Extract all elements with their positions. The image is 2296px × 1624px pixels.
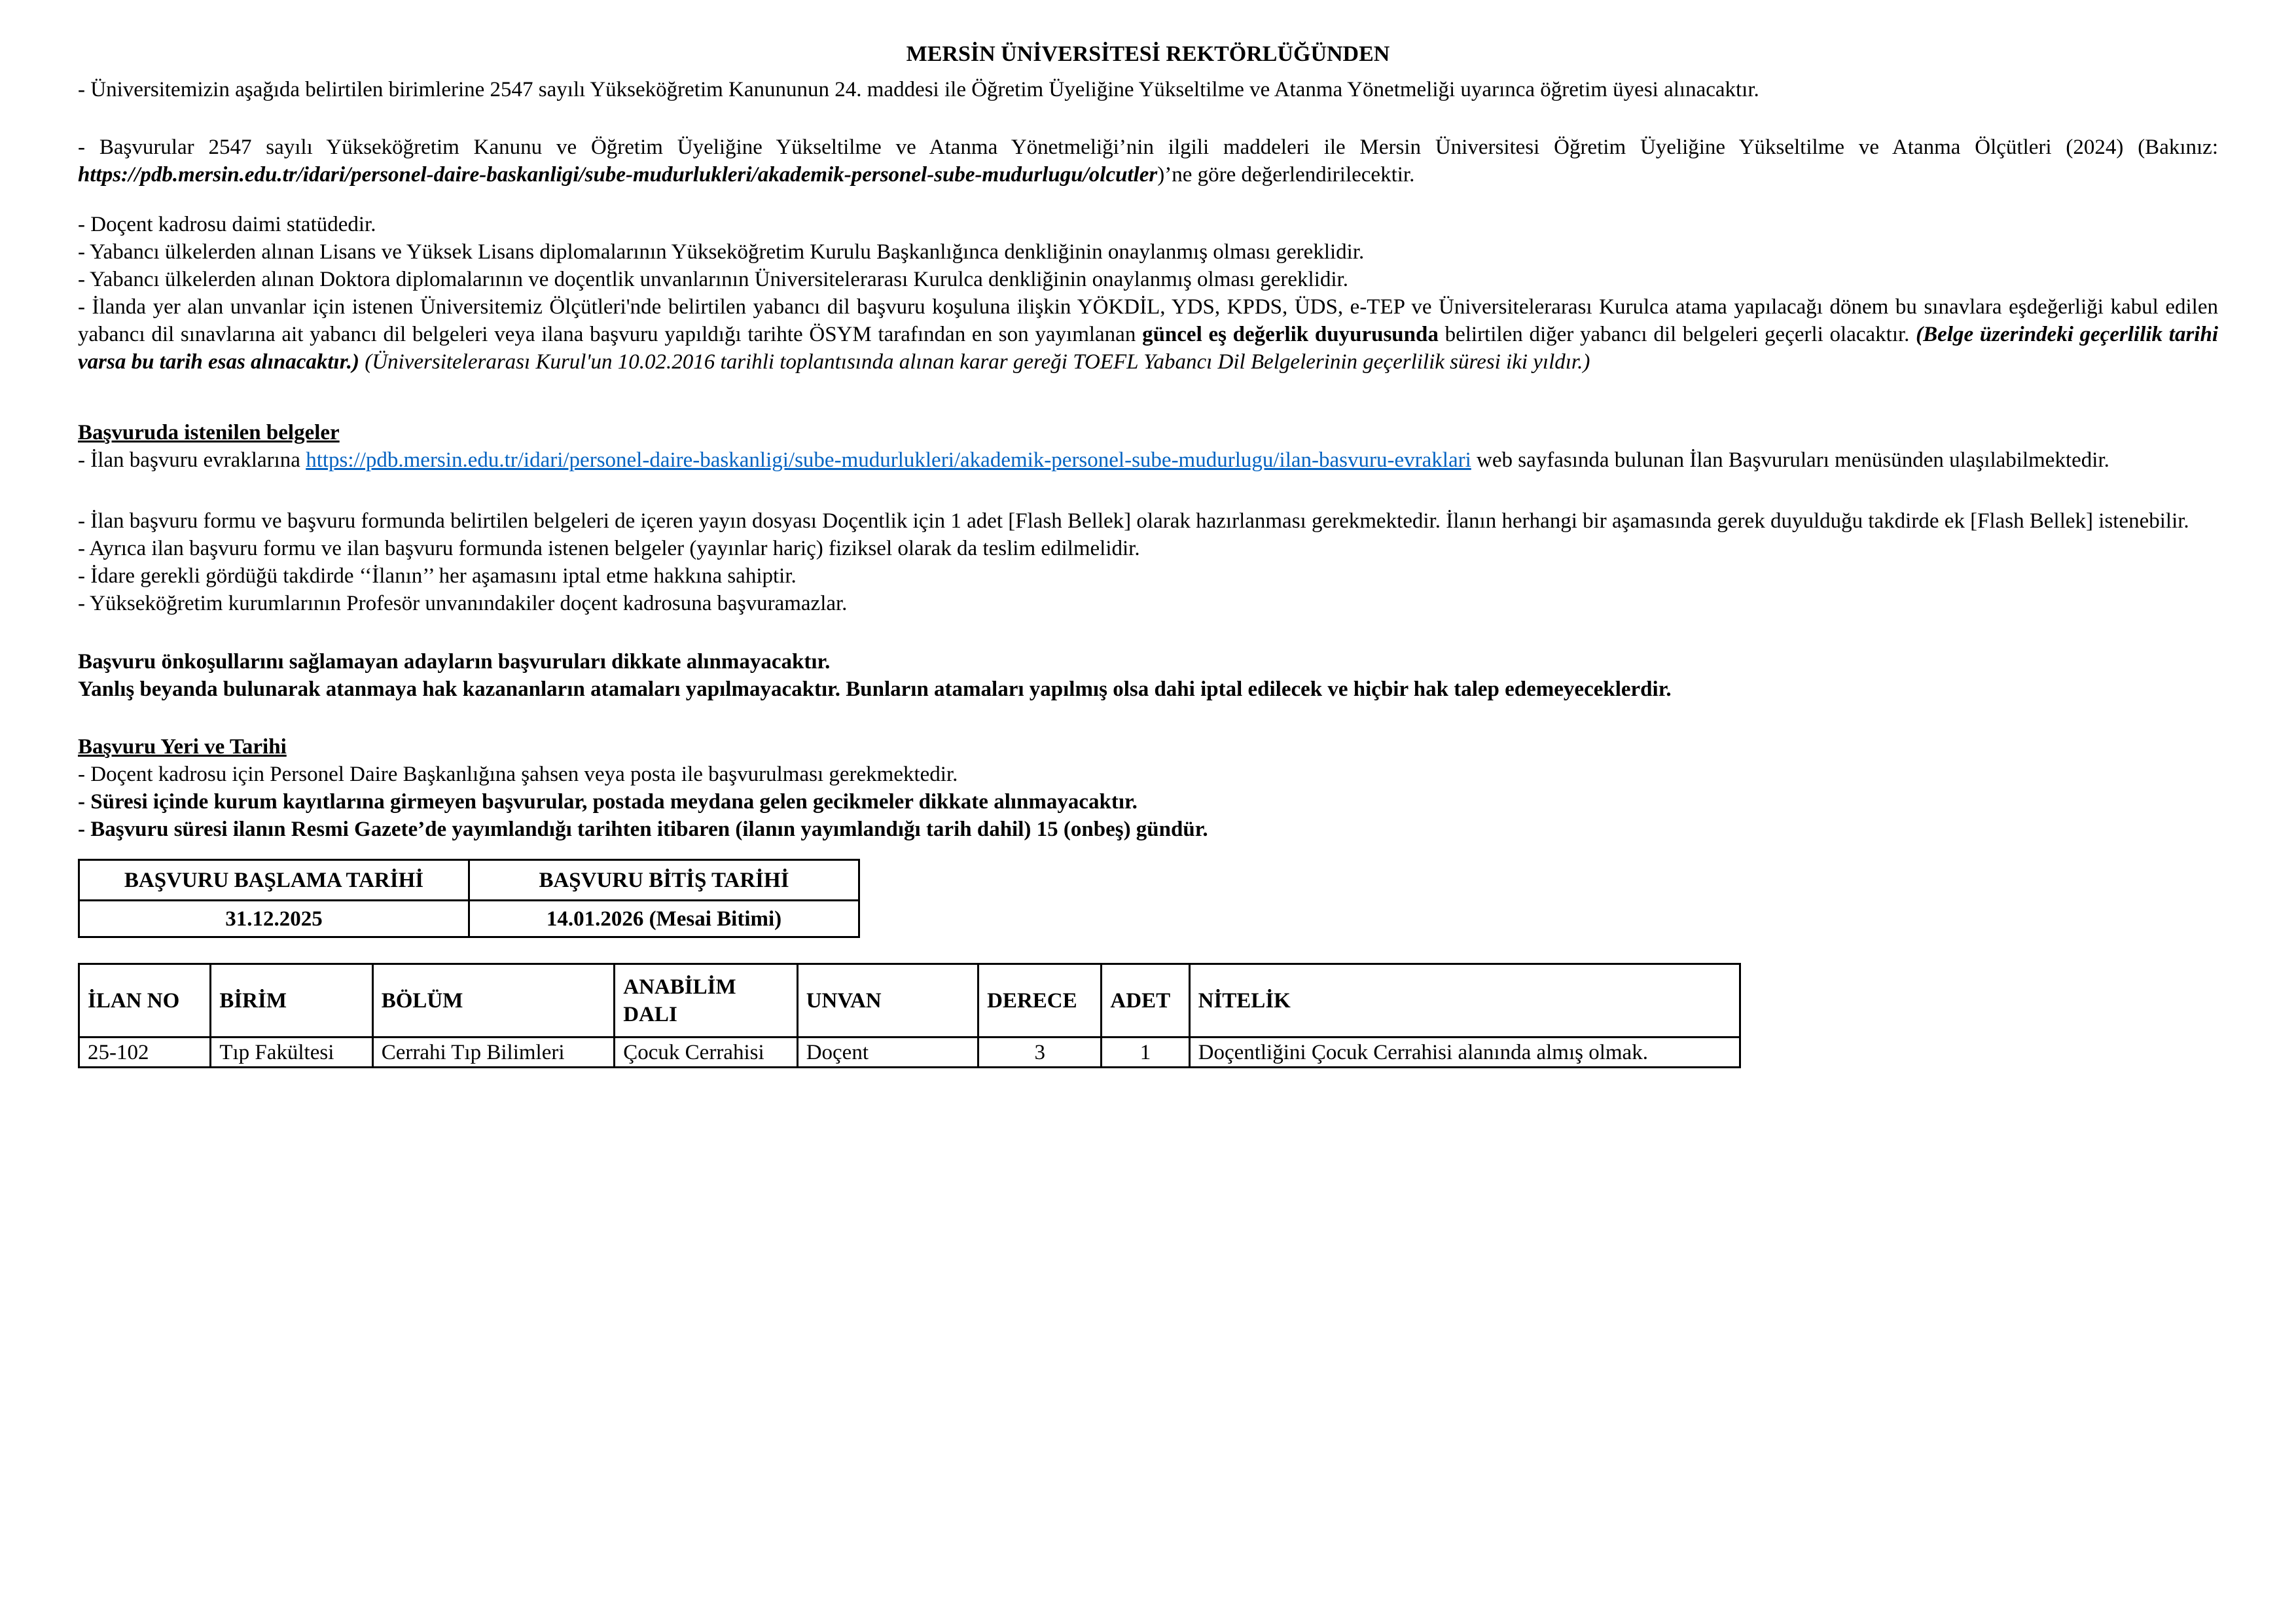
warning-false-declaration: Yanlış beyanda bulunarak atanmaya hak kazananların atamaları yapılmayacaktır. Bunların atamaları yapılmış olsa dahi iptal edilecek ve hiçbir hak talep edemeyeceklerdir. — [78, 677, 1672, 701]
rule-foreign-language-text: - İlanda yer alan unvanlar için istenen Üniversitemiz Ölçütleri'nde belirtilen yabancı dil başvuru koşuluna ilişkin YÖKDİL, YDS, KPDS, ÜDS, e-TEP ve Üniversitelerarası Kurulca atama yapılacağı dönem bu sınavlara eşdeğerliği kabul edilen yabancı dil sınavlarına ait yabancı dil belgeleri veya ilana başvuru yapıldığı tarihte ÖSYM tarafından en son yayımlanan — [78, 295, 2218, 346]
page-title: MERSİN ÜNİVERSİTESİ REKTÖRLÜĞÜNDEN — [906, 42, 1390, 66]
application-in-person-or-post: - Doçent kadrosu için Personel Daire Başkanlığına şahsen veya posta ile başvurulması gerekmektedir. — [78, 763, 958, 786]
table-header-row — [79, 860, 859, 901]
table-row — [79, 901, 859, 937]
documents-physical-delivery: - Ayrıca ilan başvuru formu ve ilan başvuru formunda istenen belgeler (yayınlar hariç) fiziksel olarak da teslim edilmelidir. — [78, 537, 1140, 560]
derece-header: DERECE — [978, 964, 1102, 1038]
end-date-header: BAŞVURU BİTİŞ TARİHİ — [469, 860, 859, 901]
intro-paragraph-1: - Üniversitemizin aşağıda belirtilen birimlerine 2547 sayılı Yükseköğretim Kanununun 24. maddesi ile Öğretim Üyeliğine Yükseltilme ve Atanma Yönetmeliği uyarınca öğretim üyesi alınacaktır. — [78, 78, 1759, 101]
table-row — [79, 1038, 1740, 1068]
rule-doctorate-equivalence: - Yabancı ülkelerden alınan Doktora diplomalarının ve doçentlik unvanlarının Üniversitelerarası Kurulca denkliğinin onaylanmış olması gereklidir. — [78, 268, 1348, 291]
rule-foreign-language-mid: belirtilen diğer yabancı dil belgeleri geçerli olacaktır. — [1438, 323, 1916, 346]
application-dates-table — [78, 859, 860, 938]
start-date-header: BAŞVURU BAŞLAMA TARİHİ — [79, 860, 469, 901]
ilan-no-cell: 25-102 — [79, 1038, 211, 1068]
section-heading-required-documents: Başvuruda istenilen belgeler — [78, 421, 340, 444]
anabilim-dali-header: ANABİLİM DALI — [615, 964, 797, 1038]
nitelik-header: NİTELİK — [1189, 964, 1740, 1038]
end-date-value: 14.01.2026 (Mesai Bitimi) — [469, 901, 859, 937]
validity-date-note: (Belge üzerindeki geçerlilik tarihi varsa bu tarih esas alınacaktır.) — [78, 323, 2218, 374]
intro-paragraph-2 — [78, 134, 2218, 189]
warning-preconditions: Başvuru önkoşullarını sağlamayan adayların başvuruları dikkate alınmayacaktır. — [78, 650, 831, 674]
intro-paragraph-2-text: - Başvurular 2547 sayılı Yükseköğretim Kanunu ve Öğretim Üyeliğine Yükseltilme ve Atanma Yönetmeliği’nin ilgili maddeleri ile Mersin Üniversitesi Öğretim Üyeliğine Yükseltilme ve Atanma Ölçütleri (2024) (Bakınız: — [78, 135, 2218, 159]
documents-link-paragraph — [78, 446, 2218, 474]
general-rules-block — [78, 211, 2218, 376]
application-documents-link[interactable]: https://pdb.mersin.edu.tr/idari/personel-daire-baskanligi/sube-mudurlukleri/akademik-personel-sube-mudurlugu/ilan-basvuru-evraklari — [306, 448, 1471, 472]
criteria-url-text: https://pdb.mersin.edu.tr/idari/personel-daire-baskanligi/sube-mudurlukleri/akademik-personel-sube-mudurlugu/olcutler — [78, 163, 1158, 187]
positions-table — [78, 963, 1741, 1068]
bolum-cell: Cerrahi Tıp Bilimleri — [372, 1038, 615, 1068]
toefl-validity-note: (Üniversitelerarası Kurul'un 10.02.2016 tarihli toplantısında alınan karar gereği TOEFL Yabancı Dil Belgelerinin geçerlilik süresi iki yıldır.) — [365, 350, 1590, 374]
ilan-no-header: İLAN NO — [79, 964, 211, 1038]
documents-cancellation-right: - İdare gerekli gördüğü takdirde ‘‘İlanın’’ her aşamasını iptal etme hakkına sahiptir. — [78, 564, 797, 588]
rule-bachelor-equivalence: - Yabancı ülkelerden alınan Lisans ve Yüksek Lisans diplomalarının Yükseköğretim Kurulu Başkanlığınca denkliğinin onaylanmış olması gereklidir. — [78, 240, 1365, 264]
bolum-header: BÖLÜM — [372, 964, 615, 1038]
rule-foreign-language-space — [359, 350, 365, 374]
equivalence-announcement-emphasis: güncel eş değerlik duyurusunda — [1142, 323, 1439, 346]
anabilim-dali-cell: Çocuk Cerrahisi — [615, 1038, 797, 1068]
nitelik-cell: Doçentliğini Çocuk Cerrahisi alanında almış olmak. — [1189, 1038, 1740, 1068]
application-deadline-warning: - Süresi içinde kurum kayıtlarına girmeyen başvurular, postada meydana gelen gecikmeler dikkate alınmayacaktır. — [78, 790, 1138, 814]
rule-docent-status: - Doçent kadrosu daimi statüdedir. — [78, 213, 376, 236]
derece-cell: 3 — [978, 1038, 1102, 1068]
documents-link-lead: - İlan başvuru evraklarına — [78, 448, 306, 472]
documents-flash-drive-paragraph: - İlan başvuru formu ve başvuru formunda belirtilen belgeleri de içeren yayın dosyası Doçentlik için 1 adet [Flash Bellek] olarak hazırlanması gerekmektedir. İlanın herhangi bir aşamasında gerek duyulduğu takdirde ek [Flash Bellek] istenebilir. — [78, 509, 2189, 533]
application-period: - Başvuru süresi ilanın Resmi Gazete’de yayımlandığı tarihten itibaren (ilanın yayımlandığı tarih dahil) 15 (onbeş) gündür. — [78, 818, 1208, 841]
adet-header: ADET — [1102, 964, 1189, 1038]
documents-professor-restriction: - Yükseköğretim kurumlarının Profesör unvanındakiler doçent kadrosuna başvuramazlar. — [78, 592, 848, 615]
unvan-cell: Doçent — [797, 1038, 978, 1068]
unvan-header: UNVAN — [797, 964, 978, 1038]
rule-foreign-language — [78, 293, 2218, 376]
section-heading-application-place-date: Başvuru Yeri ve Tarihi — [78, 735, 287, 759]
birim-cell: Tıp Fakültesi — [211, 1038, 372, 1068]
birim-header: BİRİM — [211, 964, 372, 1038]
documents-link-tail: web sayfasında bulunan İlan Başvuruları menüsünden ulaşılabilmektedir. — [1471, 448, 2109, 472]
start-date-value: 31.12.2025 — [79, 901, 469, 937]
adet-cell: 1 — [1102, 1038, 1189, 1068]
table-header-row — [79, 964, 1740, 1038]
warnings-block — [78, 648, 2218, 703]
intro-paragraph-2-tail: )’ne göre değerlendirilecektir. — [1157, 163, 1415, 187]
